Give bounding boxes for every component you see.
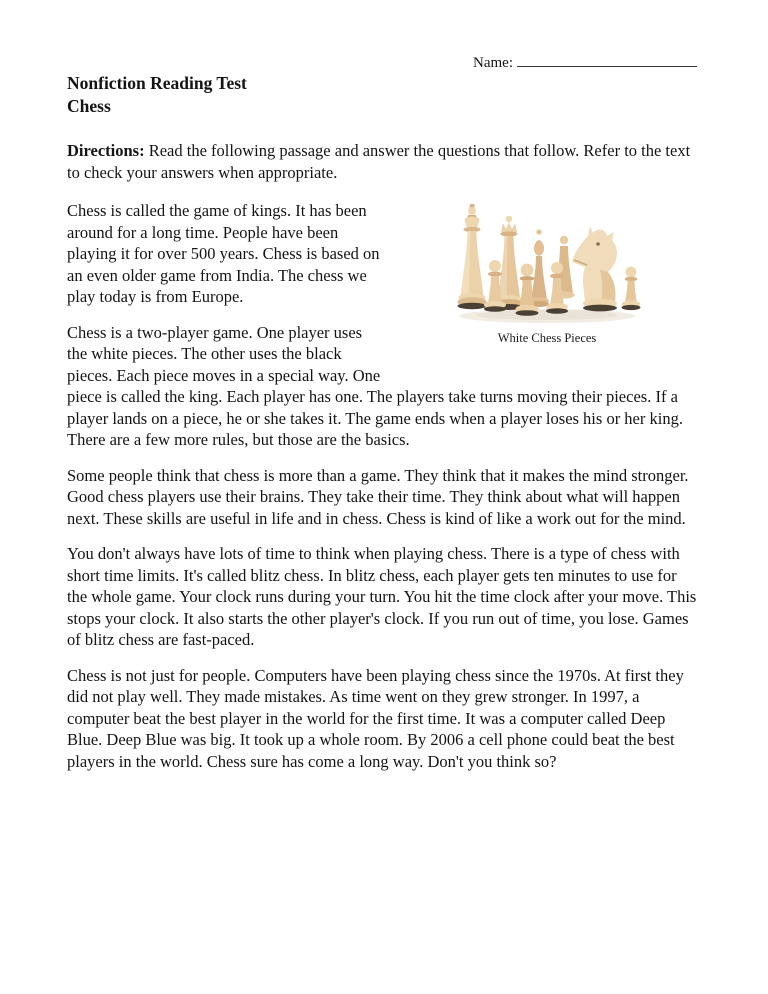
pawn-piece <box>622 267 641 311</box>
passage-paragraph: Chess is a two-player game. One player uses the white pieces. The other uses the black pieces. Each piece moves in a special way. One piece is called the king. Each player has one. The players take turns moving their pieces. If a player lands on a piece, he or she takes it. The game ends when a player loses his or her king. There are a few more rules, but those are the basics. <box>67 322 683 449</box>
directions-text: Read the following passage and answer the questions that follow. Refer to the text to check your answers when appropriate. <box>67 141 691 182</box>
passage-paragraph: Chess is not just for people. Computers have been playing chess since the 1970s. At first they did not play well. They made mistakes. As time went on they grew stronger. In 1997, a computer beat the best player in the world for the first time. It was a computer called Deep Blue. Deep Blue was big. It took up a whole room. By 2006 a cell phone could beat the best players in the world. Chess sure has come a long way. Don't you think so? <box>67 665 684 771</box>
directions <box>67 140 697 183</box>
figure-caption: White Chess Pieces <box>497 331 597 345</box>
passage-paragraph: Chess is called the game of kings. It has been around for a long time. People have been playing it for over 500 years. Chess is based on an even older game from India. The chess we play today is from Europe. <box>67 201 380 306</box>
name-row <box>473 52 697 72</box>
name-label: Name: <box>473 55 513 71</box>
name-blank-line[interactable] <box>517 52 697 67</box>
chess-pieces-image <box>447 202 647 328</box>
worksheet-content <box>67 72 697 786</box>
directions-label: Directions: <box>67 141 145 160</box>
knight-piece <box>572 226 617 311</box>
passage-paragraph: You don't always have lots of time to think when playing chess. There is a type of chess with short time limits. It's called blitz chess. In blitz chess, each player gets ten minutes to use for the whole game. Your clock runs during your turn. You hit the time clock after your move. This stops your clock. It also starts the other player's clock. If you run out of time, you lose. Games of blitz chess are fast-paced. <box>67 544 697 649</box>
passage <box>67 200 697 772</box>
page-title: Nonfiction Reading Test <box>67 73 247 93</box>
king-piece <box>458 204 487 309</box>
passage-paragraph: Some people think that chess is more than a game. They think that it makes the mind stronger. Good chess players use their brains. They take their time. They think about what will happen next. These skills are useful in life and in chess. Chess is kind of like a work out for the mind. <box>67 465 689 528</box>
page-subtitle: Chess <box>67 96 111 116</box>
chess-figure <box>397 202 697 346</box>
